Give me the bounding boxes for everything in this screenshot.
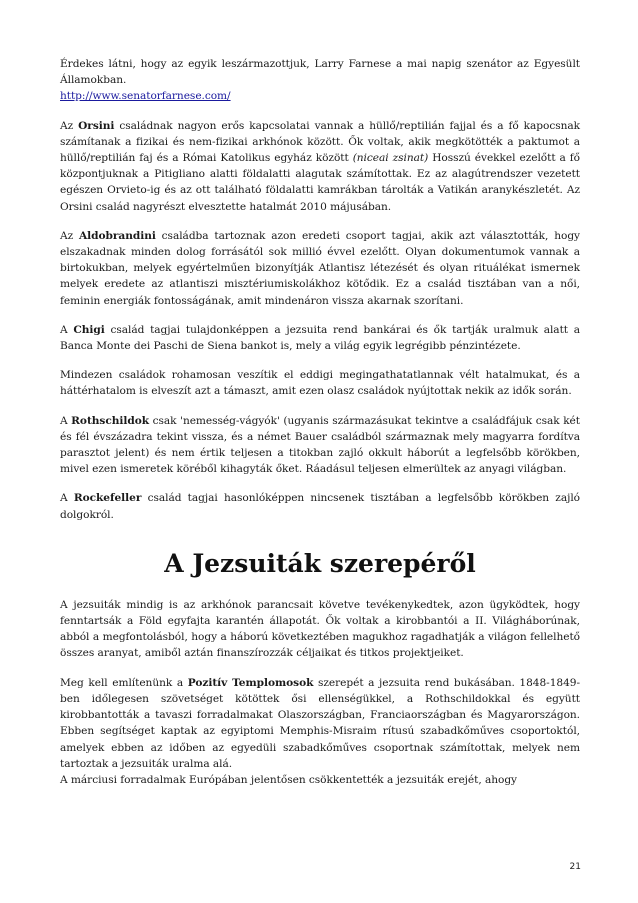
family-name-aldobrandini: Aldobrandini (78, 229, 156, 242)
family-name-chigi: Chigi (73, 323, 105, 336)
paragraph-chigi: A Chigi család tagjai tulajdonképpen a jezsuita rend bankárai és ők tartják uralmuk alatt a Banca Monte dei Paschi de Siena bankot is, mely a világ egyik legrégibb pénzintézete. (60, 323, 580, 353)
templars-name: Pozitív Templomosok (187, 676, 314, 689)
paragraph-rockefeller: A Rockefeller család tagjai hasonlóképpen nincsenek tisztában a legfelsőbb körökben zajló dolgokról. (60, 492, 580, 521)
paragraph-jesuits: A jezsuiták mindig is az arkhónok parancsait követve tevékenykedtek, azon ügyködtek, hogy fenntartsák a Föld egyfajta karantén állapotát. Ők voltak a kirobbantói a II. Világháborúnak, abból a megfontolásból, hogy a háború következtében magukhoz ragadhatják a világon fellelhető összes aranyat, amiből aztán finanszírozzák céljaikat és titkos projektjeiket. (60, 598, 580, 660)
senator-farnese-link[interactable]: http://www.senatorfarnese.com/ (60, 90, 231, 103)
page-number: 21 (569, 862, 581, 872)
family-name-rockefeller: Rockefeller (73, 492, 142, 505)
paragraph-aldobrandini: Az Aldobrandini családba tartoznak azon eredeti csoport tagjai, akik azt választották, hogy elszakadnak minden dolog forrásától sok millió évvel ezelőtt. Olyan dokumentumok vannak a birtokukban, melyek egyértelműen bizonyítják Atlantisz létezését és olyan rituálékat ismernek melyek eredete az atlantiszi misztériumiskolákhoz kötődik. Ez a család tisztában van a női, feminin energiák fontosságának, amit mindenáron vissza akarnak szorítani. (60, 229, 580, 307)
paragraph-rothschild: A Rothschildok csak 'nemesség-vágyók' (ugyanis származásukat tekintve a családfájuk csak két és fél évszázadra tekint vissza, és a német Bauer családból származnak mely magyarra fordítva parasztot jelent) és nem értik teljesen a titokban zajló okkult háborút a legfelsőbb körökben, mivel ezen ismeretek köréből kihagyták őket. Ráadásul teljesen elmerültek az anyagi világban. (60, 414, 580, 476)
paragraph-farnese-text: Érdekes látni, hogy az egyik leszármazottjuk, Larry Farnese a mai napig szenátor az Egyesült Államokban. (60, 58, 580, 87)
page-content (60, 56, 580, 801)
section-heading: A Jezsuiták szerepéről (164, 548, 476, 578)
paragraph-farnese (60, 56, 580, 105)
paragraph-templars: Meg kell említenünk a Pozitív Templomosok szerepét a jezsuita rend bukásában. 1848-1849-ben időlegesen szövetséget kötöttek ősi ellenségükkel, a Rothschildokkal és együtt kirobbantották a tavaszi forradalmakat Olaszországban, Franciaországban és Magyarországon. Ebben segítséget kaptak az egyiptomi Memphis-Misraim rítusú szabadkőműves csoportoktól, amelyek ebben az időben az egyedüli szabadkőműves csoportnak számítottak, melyek nem tartoztak a jezsuiták uralma alá. (60, 676, 580, 770)
paragraph-families-decline: Mindezen családok rohamosan veszítik el eddigi megingathatatlannak vélt hatalmukat, és a háttérhatalom is elveszít azt a támaszt, amit ezen olasz családok nyújtottak nekik az idők során. (60, 369, 580, 398)
italic-note: (niceai zsinat) (352, 152, 429, 165)
paragraph-orsini: Az Orsini családnak nagyon erős kapcsolatai vannak a hüllő/reptilián fajjal és a fő kapocsnak számítanak a fizikai és nem-fizikai arkhónok között. Ők voltak, akik megkötötték a paktumot a hüllő/reptilián faj és a Római Katolikus egyház között (niceai zsinat) Hosszú évekkel ezelőtt a fő központjuknak a Pitigliano alatti földalatti alagutak számítottak. Ez az alagútrendszer vezetett egészen Orvieto-ig és az ott található földalatti kamrákban tárolták a Vatikán aranykészletét. Az Orsini család nagyrészt elvesztette hatalmát 2010 májusában. (60, 119, 580, 213)
family-name-orsini: Orsini (78, 119, 115, 132)
family-name-rothschild: Rothschildok (71, 414, 150, 427)
paragraph-march-revolutions: A márciusi forradalmak Európában jelentősen csökkentették a jezsuiták erejét, ahogy (60, 773, 517, 786)
